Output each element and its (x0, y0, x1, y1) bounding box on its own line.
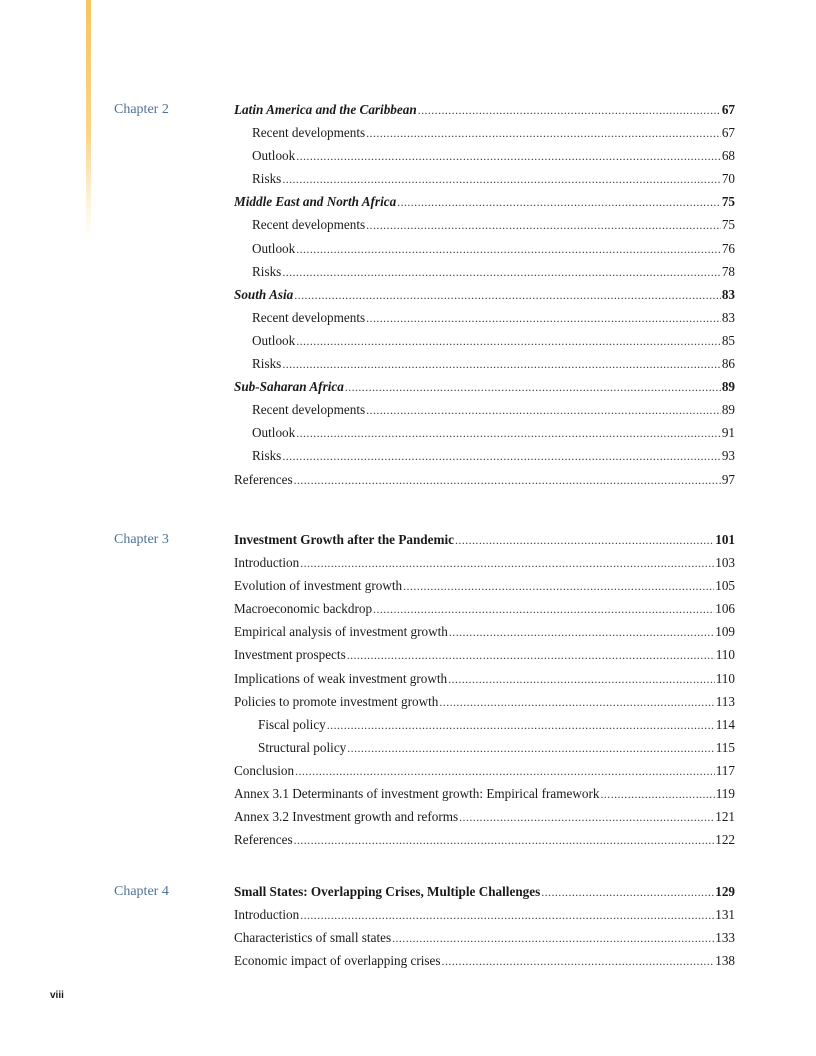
dot-leader (459, 808, 714, 826)
entry-title: Risks (252, 263, 282, 279)
entry-page: 89 (721, 402, 735, 418)
entry-page: 105 (715, 578, 735, 594)
chapter-label: Chapter 4 (114, 884, 169, 899)
dot-leader (295, 762, 715, 780)
toc-entry[interactable] (234, 808, 735, 831)
toc-entry[interactable] (234, 600, 735, 623)
entry-title: Policies to promote investment growth (234, 693, 439, 709)
toc-entry-latin-america[interactable] (234, 101, 735, 124)
dot-leader (294, 471, 721, 489)
entry-title: Outlook (252, 148, 296, 164)
entry-title: Latin America and the Caribbean (234, 102, 417, 117)
dot-leader (296, 147, 721, 165)
entry-page: 129 (715, 884, 735, 899)
entry-page: 68 (721, 148, 735, 164)
entry-page: 85 (721, 332, 735, 348)
entry-page: 110 (715, 670, 735, 686)
entry-page: 83 (721, 286, 735, 302)
entry-title: Annex 3.1 Determinants of investment growth: Empirical framework (234, 786, 600, 802)
toc-entry[interactable] (234, 623, 735, 646)
entry-title: Conclusion (234, 762, 295, 778)
toc-entry[interactable] (234, 762, 735, 785)
toc-entry[interactable] (234, 646, 735, 669)
chapter-label: Chapter 2 (114, 102, 169, 117)
dot-leader (442, 952, 715, 970)
toc-entry[interactable] (234, 554, 735, 577)
entry-page: 76 (721, 240, 735, 256)
entry-title: Structural policy (258, 739, 347, 755)
entry-page: 106 (715, 601, 735, 617)
toc-entry[interactable] (234, 355, 735, 378)
entry-page: 67 (721, 125, 735, 141)
entry-page: 117 (715, 762, 735, 778)
dot-leader (294, 831, 715, 849)
dot-leader (294, 286, 721, 304)
entry-page: 110 (715, 647, 735, 663)
entry-page: 78 (721, 263, 735, 279)
entry-page: 138 (715, 953, 735, 969)
toc-entry-references[interactable] (234, 831, 735, 854)
entry-title: Risks (252, 171, 282, 187)
dot-leader (601, 785, 715, 803)
toc-entry[interactable] (234, 785, 735, 808)
toc-entry[interactable] (234, 401, 735, 424)
entry-page: 109 (715, 624, 735, 640)
dot-leader (347, 646, 715, 664)
dot-leader (282, 170, 720, 188)
entry-title: Risks (252, 448, 282, 464)
dot-leader (282, 263, 720, 281)
entry-title: Characteristics of small states (234, 930, 392, 946)
entry-page: 75 (721, 217, 735, 233)
entry-page: 131 (715, 907, 735, 923)
entry-title: Empirical analysis of investment growth (234, 624, 448, 640)
toc-entry[interactable] (234, 906, 735, 929)
toc-entry[interactable] (234, 424, 735, 447)
entry-title: Economic impact of overlapping crises (234, 953, 441, 969)
entry-title: Recent developments (252, 309, 366, 325)
toc-entry[interactable] (234, 332, 735, 355)
toc-entry-middle-east[interactable] (234, 193, 735, 216)
page-number: viii (50, 990, 64, 1001)
toc-entry[interactable] (234, 147, 735, 170)
dot-leader (300, 906, 714, 924)
entry-title: Outlook (252, 425, 296, 441)
entry-page: 67 (721, 102, 735, 117)
dot-leader (282, 355, 720, 373)
entry-page: 103 (715, 555, 735, 571)
entry-page: 83 (721, 309, 735, 325)
entry-page: 89 (721, 379, 735, 395)
entry-title: References (234, 471, 293, 487)
toc-entry[interactable] (234, 929, 735, 952)
entry-title: Fiscal policy (258, 716, 326, 732)
entry-page: 86 (721, 356, 735, 372)
entry-page: 97 (721, 471, 735, 487)
toc-entry[interactable] (234, 739, 735, 762)
toc-entry[interactable] (234, 216, 735, 239)
chapter-label: Chapter 3 (114, 532, 169, 547)
entry-title: Introduction (234, 907, 300, 923)
toc-entry-references[interactable] (234, 471, 735, 494)
dot-leader (366, 309, 721, 327)
dot-leader (282, 447, 720, 465)
entry-title: Middle East and North Africa (234, 194, 397, 210)
entry-title: Investment Growth after the Pandemic (234, 532, 455, 547)
entry-title: Recent developments (252, 402, 366, 418)
entry-title: Evolution of investment growth (234, 578, 403, 594)
dot-leader (541, 883, 714, 901)
entry-title: Small States: Overlapping Crises, Multiple Challenges (234, 884, 541, 899)
entry-page: 133 (715, 930, 735, 946)
entry-page: 91 (721, 425, 735, 441)
dot-leader (397, 193, 721, 211)
dot-leader (439, 693, 714, 711)
entry-page: 93 (721, 448, 735, 464)
entry-title: Annex 3.2 Investment growth and reforms (234, 809, 459, 825)
dot-leader (403, 577, 714, 595)
toc-entry[interactable] (234, 263, 735, 286)
dot-leader (366, 124, 721, 142)
toc-entry[interactable] (234, 170, 735, 193)
toc-entry[interactable] (234, 447, 735, 470)
toc-entry-chapter-title[interactable] (234, 531, 735, 554)
toc-entries (234, 531, 735, 854)
entry-title: Outlook (252, 332, 296, 348)
dot-leader (296, 332, 721, 350)
entry-page: 70 (721, 171, 735, 187)
entry-page: 101 (715, 532, 735, 547)
entry-title: Introduction (234, 555, 300, 571)
dot-leader (296, 240, 721, 258)
toc-entries (234, 101, 735, 494)
entry-page: 122 (715, 832, 735, 848)
dot-leader (449, 623, 714, 641)
toc-entry[interactable] (234, 693, 735, 716)
entry-title: Recent developments (252, 217, 366, 233)
dot-leader (345, 378, 721, 396)
toc-entry-sub-saharan-africa[interactable] (234, 378, 735, 401)
toc-entry[interactable] (234, 670, 735, 693)
toc-entry[interactable] (234, 952, 735, 975)
entry-title: Macroeconomic backdrop (234, 601, 373, 617)
entry-page: 119 (715, 786, 735, 802)
entry-title: Implications of weak investment growth (234, 670, 448, 686)
dot-leader (327, 716, 715, 734)
entry-title: Risks (252, 356, 282, 372)
dot-leader (448, 670, 715, 688)
entry-page: 121 (715, 809, 735, 825)
dot-leader (366, 401, 721, 419)
toc-entries (234, 883, 735, 975)
entry-page: 75 (721, 194, 735, 210)
dot-leader (455, 531, 714, 549)
entry-title: References (234, 832, 293, 848)
dot-leader (300, 554, 714, 572)
dot-leader (366, 216, 721, 234)
entry-title: Sub-Saharan Africa (234, 379, 344, 395)
toc-entry[interactable] (234, 716, 735, 739)
entry-title: Investment prospects (234, 647, 346, 663)
dot-leader (296, 424, 721, 442)
toc-entry-south-asia[interactable] (234, 286, 735, 309)
accent-bar (86, 0, 91, 240)
dot-leader (418, 101, 721, 119)
toc-entry[interactable] (234, 124, 735, 147)
entry-page: 113 (715, 693, 735, 709)
toc-entry[interactable] (234, 309, 735, 332)
entry-title: Outlook (252, 240, 296, 256)
dot-leader (373, 600, 714, 618)
toc-entry[interactable] (234, 240, 735, 263)
dot-leader (392, 929, 714, 947)
entry-page: 114 (715, 716, 735, 732)
dot-leader (347, 739, 714, 757)
entry-title: South Asia (234, 286, 294, 302)
toc-entry[interactable] (234, 577, 735, 600)
entry-title: Recent developments (252, 125, 366, 141)
toc-entry-chapter-title[interactable] (234, 883, 735, 906)
entry-page: 115 (715, 739, 735, 755)
